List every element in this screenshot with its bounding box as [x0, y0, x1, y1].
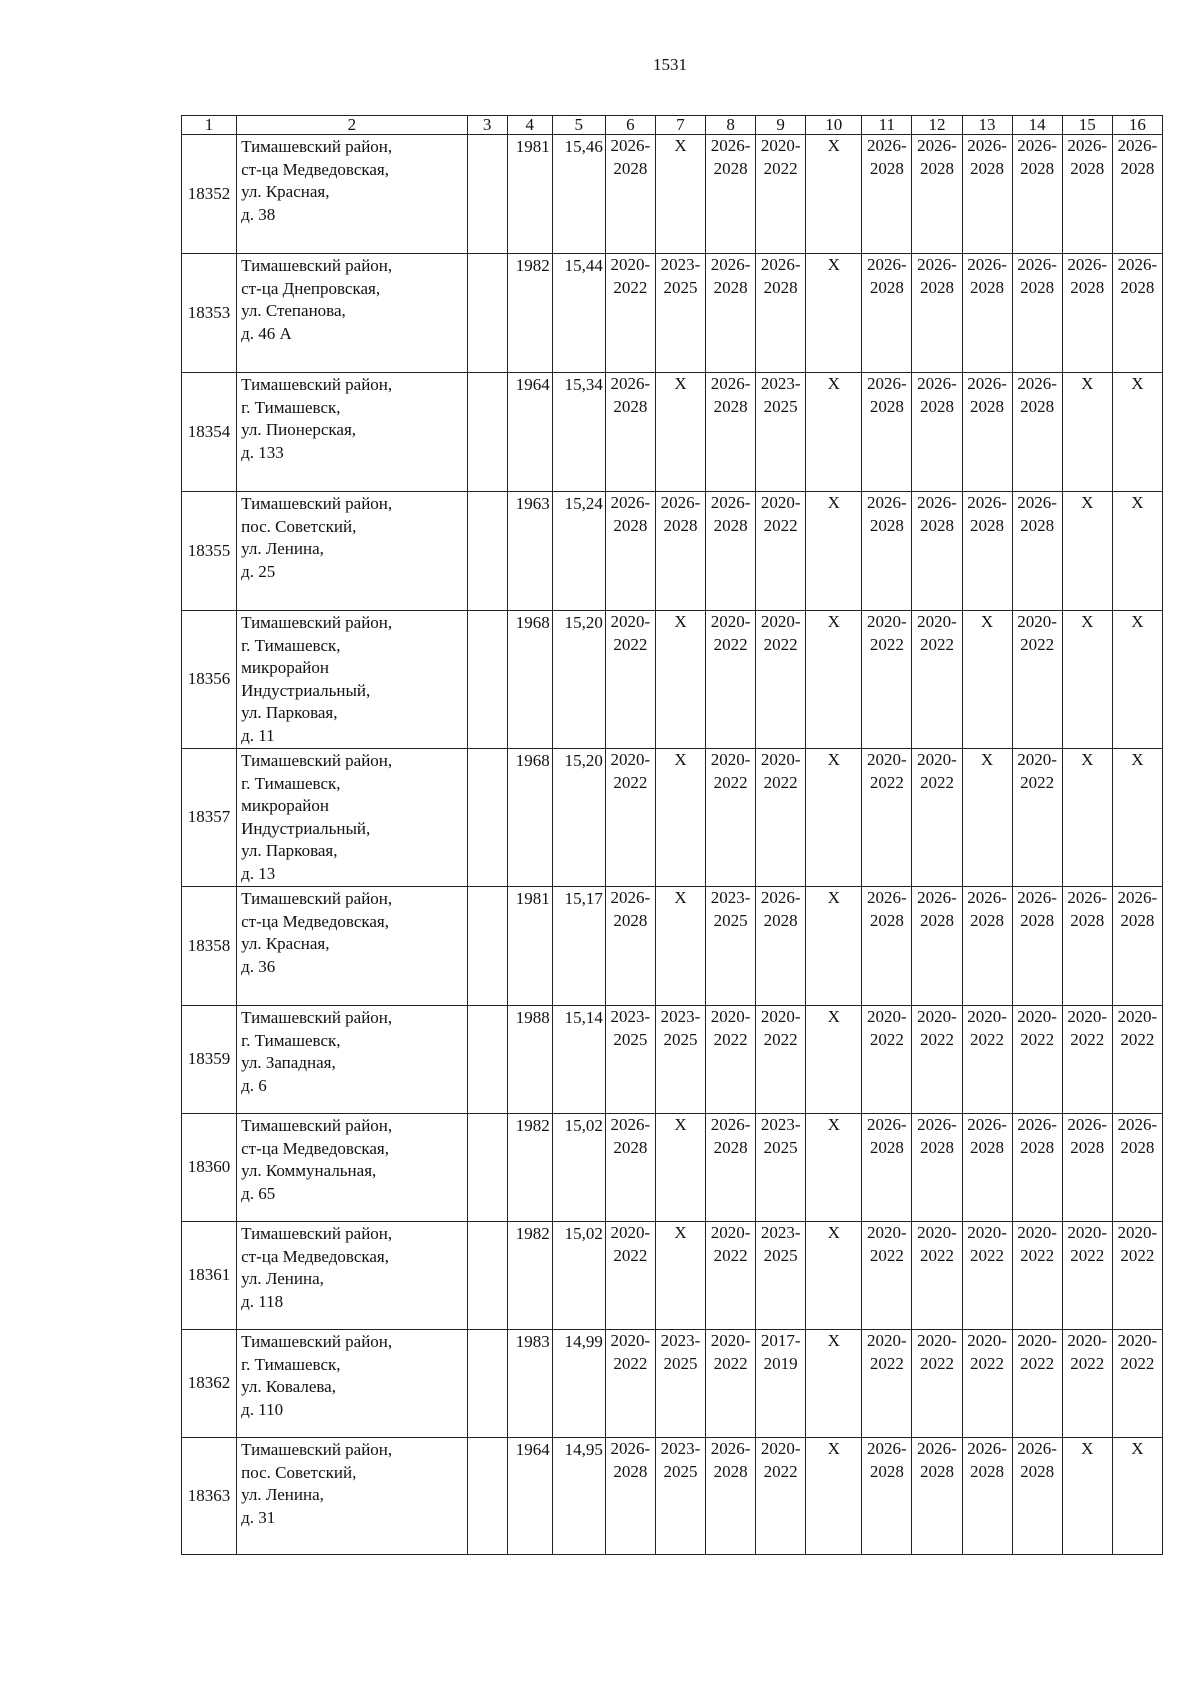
header-cell-13: 13 — [962, 116, 1012, 135]
address-cell — [237, 1006, 467, 1114]
address-line: д. 38 — [241, 204, 276, 224]
period-cell-col-11: 2026- 2028 — [862, 135, 912, 254]
period-cell-col-11: 2026- 2028 — [862, 492, 912, 611]
column-3-cell — [467, 135, 507, 254]
address-line: ст-ца Днепровская, — [241, 278, 381, 298]
address-cell — [237, 1438, 467, 1555]
period-cell-col-7: 2023- 2025 — [655, 1438, 705, 1555]
period-cell-col-11: 2020- 2022 — [862, 1330, 912, 1438]
period-cell-col-11: 2026- 2028 — [862, 373, 912, 492]
address-line: д. 133 — [241, 442, 284, 462]
table-row — [182, 373, 1163, 492]
address-line: ул. Красная, — [241, 934, 330, 953]
address-line: д. 13 — [241, 863, 276, 883]
period-cell-col-10: Х — [806, 611, 862, 749]
period-cell-col-9: 2023- 2025 — [756, 1222, 806, 1330]
period-cell-col-10: Х — [806, 749, 862, 887]
value-cell: 15,02 — [552, 1222, 605, 1330]
address-line: г. Тимашевск, — [241, 1030, 341, 1050]
period-cell-col-14: 2020- 2022 — [1012, 1006, 1062, 1114]
address-line: Тимашевский район, — [241, 751, 393, 770]
row-number: 18353 — [182, 254, 237, 373]
address-line: г. Тимашевск, — [241, 773, 341, 793]
period-cell-col-16: Х — [1112, 492, 1162, 611]
header-cell-16: 16 — [1112, 116, 1162, 135]
header-cell-12: 12 — [912, 116, 962, 135]
address-line: Тимашевский район, — [241, 256, 393, 275]
period-cell-col-12: 2020- 2022 — [912, 1222, 962, 1330]
header-cell-15: 15 — [1062, 116, 1112, 135]
period-cell-col-15: Х — [1062, 749, 1112, 887]
value-cell: 15,17 — [552, 887, 605, 1006]
address-line: Тимашевский район, — [241, 137, 393, 156]
period-cell-col-7: Х — [655, 1114, 705, 1222]
column-3-cell — [467, 492, 507, 611]
header-cell-14: 14 — [1012, 116, 1062, 135]
period-cell-col-7: 2023- 2025 — [655, 1006, 705, 1114]
header-cell-5: 5 — [552, 116, 605, 135]
period-cell-col-7: Х — [655, 611, 705, 749]
period-cell-col-6: 2020- 2022 — [605, 749, 655, 887]
column-3-cell — [467, 887, 507, 1006]
year-cell: 1964 — [507, 373, 552, 492]
period-cell-col-16: Х — [1112, 373, 1162, 492]
period-cell-col-8: 2026- 2028 — [706, 373, 756, 492]
period-cell-col-14: 2026- 2028 — [1012, 373, 1062, 492]
period-cell-col-10: Х — [806, 1438, 862, 1555]
period-cell-col-12: 2026- 2028 — [912, 135, 962, 254]
period-cell-col-8: 2020- 2022 — [706, 1330, 756, 1438]
row-number: 18362 — [182, 1330, 237, 1438]
address-line: ул. Ковалева, — [241, 1377, 336, 1396]
period-cell-col-11: 2020- 2022 — [862, 1006, 912, 1114]
address-line: г. Тимашевск, — [241, 397, 341, 417]
year-cell: 1963 — [507, 492, 552, 611]
period-cell-col-9: 2020- 2022 — [756, 492, 806, 611]
header-row — [182, 116, 1163, 135]
period-cell-col-9: 2017- 2019 — [756, 1330, 806, 1438]
column-3-cell — [467, 1114, 507, 1222]
period-cell-col-11: 2020- 2022 — [862, 611, 912, 749]
period-cell-col-15: Х — [1062, 492, 1112, 611]
value-cell: 15,02 — [552, 1114, 605, 1222]
period-cell-col-9: 2023- 2025 — [756, 373, 806, 492]
column-3-cell — [467, 1222, 507, 1330]
address-line: ул. Ленина, — [241, 1485, 324, 1504]
header-cell-7: 7 — [655, 116, 705, 135]
table-row — [182, 254, 1163, 373]
value-cell: 15,20 — [552, 749, 605, 887]
period-cell-col-15: Х — [1062, 611, 1112, 749]
table-row — [182, 887, 1163, 1006]
address-line: ул. Ленина, — [241, 1269, 324, 1288]
value-cell: 15,44 — [552, 254, 605, 373]
address-line: д. 118 — [241, 1291, 284, 1311]
period-cell-col-8: 2026- 2028 — [706, 254, 756, 373]
address-line: Тимашевский район, — [241, 1440, 393, 1459]
page-number: 1531 — [653, 55, 687, 74]
value-cell: 14,95 — [552, 1438, 605, 1555]
period-cell-col-15: 2026- 2028 — [1062, 1114, 1112, 1222]
address-line: Индустриальный, — [241, 680, 371, 700]
table-row — [182, 1438, 1163, 1555]
address-cell — [237, 1222, 467, 1330]
period-cell-col-10: Х — [806, 135, 862, 254]
address-cell — [237, 254, 467, 373]
row-number: 18356 — [182, 611, 237, 749]
period-cell-col-9: 2020- 2022 — [756, 611, 806, 749]
value-cell: 15,20 — [552, 611, 605, 749]
period-cell-col-10: Х — [806, 887, 862, 1006]
column-3-cell — [467, 1438, 507, 1555]
period-cell-col-16: 2026- 2028 — [1112, 1114, 1162, 1222]
period-cell-col-7: Х — [655, 373, 705, 492]
address-cell — [237, 887, 467, 1006]
address-line: д. 46 А — [241, 323, 292, 343]
row-number: 18360 — [182, 1114, 237, 1222]
address-line: ст-ца Медведовская, — [241, 911, 389, 931]
address-line: д. 65 — [241, 1183, 276, 1203]
row-number: 18354 — [182, 373, 237, 492]
period-cell-col-15: 2026- 2028 — [1062, 254, 1112, 373]
period-cell-col-6: 2020- 2022 — [605, 611, 655, 749]
period-cell-col-16: Х — [1112, 611, 1162, 749]
period-cell-col-15: Х — [1062, 1438, 1112, 1555]
address-line: микрорайон — [241, 658, 329, 677]
address-cell — [237, 611, 467, 749]
period-cell-col-10: Х — [806, 492, 862, 611]
address-line: д. 6 — [241, 1075, 267, 1095]
value-cell: 15,34 — [552, 373, 605, 492]
address-cell — [237, 749, 467, 887]
period-cell-col-6: 2020- 2022 — [605, 254, 655, 373]
year-cell: 1968 — [507, 749, 552, 887]
period-cell-col-10: Х — [806, 1114, 862, 1222]
address-line: Тимашевский район, — [241, 889, 393, 908]
address-line: Тимашевский район, — [241, 1332, 393, 1351]
address-line: д. 11 — [241, 725, 275, 745]
period-cell-col-7: Х — [655, 749, 705, 887]
address-line: д. 31 — [241, 1507, 276, 1527]
period-cell-col-6: 2026- 2028 — [605, 1114, 655, 1222]
data-table — [181, 115, 1163, 1555]
period-cell-col-14: 2026- 2028 — [1012, 492, 1062, 611]
period-cell-col-12: 2026- 2028 — [912, 1114, 962, 1222]
value-cell: 15,14 — [552, 1006, 605, 1114]
period-cell-col-6: 2023- 2025 — [605, 1006, 655, 1114]
address-line: Тимашевский район, — [241, 375, 393, 394]
period-cell-col-12: 2026- 2028 — [912, 254, 962, 373]
period-cell-col-13: 2026- 2028 — [962, 254, 1012, 373]
period-cell-col-13: 2026- 2028 — [962, 1438, 1012, 1555]
period-cell-col-9: 2020- 2022 — [756, 1438, 806, 1555]
period-cell-col-9: 2026- 2028 — [756, 887, 806, 1006]
address-line: Тимашевский район, — [241, 1116, 393, 1135]
period-cell-col-15: 2026- 2028 — [1062, 887, 1112, 1006]
table-row — [182, 1114, 1163, 1222]
header-cell-9: 9 — [756, 116, 806, 135]
period-cell-col-8: 2020- 2022 — [706, 1006, 756, 1114]
period-cell-col-14: 2020- 2022 — [1012, 1330, 1062, 1438]
period-cell-col-13: 2026- 2028 — [962, 1114, 1012, 1222]
period-cell-col-6: 2020- 2022 — [605, 1222, 655, 1330]
period-cell-col-10: Х — [806, 373, 862, 492]
period-cell-col-7: Х — [655, 135, 705, 254]
period-cell-col-8: 2026- 2028 — [706, 135, 756, 254]
address-line: г. Тимашевск, — [241, 1354, 341, 1374]
row-number: 18363 — [182, 1438, 237, 1555]
period-cell-col-11: 2026- 2028 — [862, 887, 912, 1006]
year-cell: 1981 — [507, 887, 552, 1006]
header-cell-8: 8 — [706, 116, 756, 135]
column-3-cell — [467, 373, 507, 492]
period-cell-col-11: 2020- 2022 — [862, 749, 912, 887]
address-line: ул. Западная, — [241, 1053, 336, 1072]
period-cell-col-11: 2020- 2022 — [862, 1222, 912, 1330]
address-line: г. Тимашевск, — [241, 635, 341, 655]
year-cell: 1983 — [507, 1330, 552, 1438]
period-cell-col-11: 2026- 2028 — [862, 1438, 912, 1555]
column-3-cell — [467, 1006, 507, 1114]
period-cell-col-14: 2026- 2028 — [1012, 887, 1062, 1006]
header-cell-2: 2 — [237, 116, 467, 135]
period-cell-col-13: 2020- 2022 — [962, 1222, 1012, 1330]
period-cell-col-11: 2026- 2028 — [862, 1114, 912, 1222]
period-cell-col-6: 2026- 2028 — [605, 1438, 655, 1555]
period-cell-col-8: 2020- 2022 — [706, 1222, 756, 1330]
address-line: Тимашевский район, — [241, 613, 393, 632]
period-cell-col-13: Х — [962, 749, 1012, 887]
period-cell-col-13: 2020- 2022 — [962, 1006, 1012, 1114]
period-cell-col-15: 2020- 2022 — [1062, 1222, 1112, 1330]
header-cell-3: 3 — [467, 116, 507, 135]
period-cell-col-13: Х — [962, 611, 1012, 749]
header-cell-6: 6 — [605, 116, 655, 135]
period-cell-col-9: 2020- 2022 — [756, 135, 806, 254]
value-cell: 14,99 — [552, 1330, 605, 1438]
table-row — [182, 492, 1163, 611]
period-cell-col-9: 2023- 2025 — [756, 1114, 806, 1222]
period-cell-col-12: 2020- 2022 — [912, 749, 962, 887]
row-number: 18352 — [182, 135, 237, 254]
period-cell-col-12: 2026- 2028 — [912, 1438, 962, 1555]
period-cell-col-15: 2026- 2028 — [1062, 135, 1112, 254]
address-line: Тимашевский район, — [241, 1008, 393, 1027]
period-cell-col-16: Х — [1112, 1438, 1162, 1555]
address-line: д. 36 — [241, 956, 276, 976]
header-cell-1: 1 — [182, 116, 237, 135]
address-line: Тимашевский район, — [241, 1224, 393, 1243]
year-cell: 1964 — [507, 1438, 552, 1555]
period-cell-col-13: 2026- 2028 — [962, 373, 1012, 492]
period-cell-col-7: 2023- 2025 — [655, 254, 705, 373]
period-cell-col-14: 2020- 2022 — [1012, 749, 1062, 887]
period-cell-col-9: 2020- 2022 — [756, 1006, 806, 1114]
period-cell-col-14: 2026- 2028 — [1012, 135, 1062, 254]
period-cell-col-7: Х — [655, 887, 705, 1006]
period-cell-col-13: 2026- 2028 — [962, 135, 1012, 254]
period-cell-col-6: 2026- 2028 — [605, 887, 655, 1006]
address-line: ул. Коммунальная, — [241, 1161, 377, 1180]
period-cell-col-7: 2026- 2028 — [655, 492, 705, 611]
address-cell — [237, 373, 467, 492]
period-cell-col-16: 2026- 2028 — [1112, 887, 1162, 1006]
year-cell: 1982 — [507, 1222, 552, 1330]
address-line: д. 25 — [241, 561, 276, 581]
address-line: ул. Степанова, — [241, 301, 346, 320]
address-line: ул. Пионерская, — [241, 420, 357, 439]
row-number: 18359 — [182, 1006, 237, 1114]
period-cell-col-16: 2026- 2028 — [1112, 135, 1162, 254]
address-line: микрорайон — [241, 796, 329, 815]
address-cell — [237, 1330, 467, 1438]
period-cell-col-9: 2020- 2022 — [756, 749, 806, 887]
period-cell-col-10: Х — [806, 254, 862, 373]
year-cell: 1988 — [507, 1006, 552, 1114]
year-cell: 1982 — [507, 1114, 552, 1222]
period-cell-col-13: 2026- 2028 — [962, 492, 1012, 611]
period-cell-col-12: 2020- 2022 — [912, 1006, 962, 1114]
period-cell-col-16: 2020- 2022 — [1112, 1222, 1162, 1330]
period-cell-col-15: 2020- 2022 — [1062, 1330, 1112, 1438]
period-cell-col-16: Х — [1112, 749, 1162, 887]
address-cell — [237, 135, 467, 254]
period-cell-col-14: 2020- 2022 — [1012, 611, 1062, 749]
row-number: 18361 — [182, 1222, 237, 1330]
period-cell-col-14: 2026- 2028 — [1012, 254, 1062, 373]
column-3-cell — [467, 749, 507, 887]
header-cell-11: 11 — [862, 116, 912, 135]
table-row — [182, 611, 1163, 749]
period-cell-col-6: 2026- 2028 — [605, 492, 655, 611]
period-cell-col-12: 2026- 2028 — [912, 373, 962, 492]
address-line: ул. Парковая, — [241, 841, 338, 860]
period-cell-col-10: Х — [806, 1006, 862, 1114]
table-body — [182, 116, 1163, 1555]
table-row — [182, 749, 1163, 887]
period-cell-col-8: 2020- 2022 — [706, 749, 756, 887]
period-cell-col-8: 2020- 2022 — [706, 611, 756, 749]
address-line: ул. Ленина, — [241, 539, 324, 558]
column-3-cell — [467, 611, 507, 749]
column-3-cell — [467, 254, 507, 373]
header-cell-4: 4 — [507, 116, 552, 135]
table-row — [182, 135, 1163, 254]
period-cell-col-9: 2026- 2028 — [756, 254, 806, 373]
period-cell-col-6: 2020- 2022 — [605, 1330, 655, 1438]
address-line: ст-ца Медведовская, — [241, 1246, 389, 1266]
value-cell: 15,24 — [552, 492, 605, 611]
header-cell-10: 10 — [806, 116, 862, 135]
address-line: Индустриальный, — [241, 818, 371, 838]
value-cell: 15,46 — [552, 135, 605, 254]
year-cell: 1981 — [507, 135, 552, 254]
period-cell-col-8: 2026- 2028 — [706, 1438, 756, 1555]
period-cell-col-11: 2026- 2028 — [862, 254, 912, 373]
period-cell-col-13: 2026- 2028 — [962, 887, 1012, 1006]
address-line: пос. Советский, — [241, 1462, 357, 1482]
period-cell-col-8: 2026- 2028 — [706, 1114, 756, 1222]
period-cell-col-8: 2023- 2025 — [706, 887, 756, 1006]
year-cell: 1982 — [507, 254, 552, 373]
period-cell-col-12: 2026- 2028 — [912, 887, 962, 1006]
address-line: ст-ца Медведовская, — [241, 159, 389, 179]
address-line: д. 110 — [241, 1399, 284, 1419]
period-cell-col-6: 2026- 2028 — [605, 135, 655, 254]
period-cell-col-12: 2026- 2028 — [912, 492, 962, 611]
period-cell-col-15: 2020- 2022 — [1062, 1006, 1112, 1114]
period-cell-col-12: 2020- 2022 — [912, 611, 962, 749]
period-cell-col-13: 2020- 2022 — [962, 1330, 1012, 1438]
period-cell-col-16: 2020- 2022 — [1112, 1006, 1162, 1114]
period-cell-col-14: 2026- 2028 — [1012, 1114, 1062, 1222]
period-cell-col-16: 2020- 2022 — [1112, 1330, 1162, 1438]
row-number: 18355 — [182, 492, 237, 611]
table-row — [182, 1222, 1163, 1330]
period-cell-col-6: 2026- 2028 — [605, 373, 655, 492]
period-cell-col-14: 2020- 2022 — [1012, 1222, 1062, 1330]
address-line: ул. Красная, — [241, 182, 330, 201]
period-cell-col-8: 2026- 2028 — [706, 492, 756, 611]
period-cell-col-12: 2020- 2022 — [912, 1330, 962, 1438]
table-row — [182, 1330, 1163, 1438]
row-number: 18358 — [182, 887, 237, 1006]
address-line: ул. Парковая, — [241, 703, 338, 722]
period-cell-col-10: Х — [806, 1330, 862, 1438]
address-line: Тимашевский район, — [241, 494, 393, 513]
period-cell-col-7: 2023- 2025 — [655, 1330, 705, 1438]
address-line: ст-ца Медведовская, — [241, 1138, 389, 1158]
column-3-cell — [467, 1330, 507, 1438]
address-cell — [237, 1114, 467, 1222]
table-row — [182, 1006, 1163, 1114]
period-cell-col-15: Х — [1062, 373, 1112, 492]
period-cell-col-16: 2026- 2028 — [1112, 254, 1162, 373]
row-number: 18357 — [182, 749, 237, 887]
period-cell-col-14: 2026- 2028 — [1012, 1438, 1062, 1555]
period-cell-col-10: Х — [806, 1222, 862, 1330]
address-line: пос. Советский, — [241, 516, 357, 536]
address-cell — [237, 492, 467, 611]
year-cell: 1968 — [507, 611, 552, 749]
period-cell-col-7: Х — [655, 1222, 705, 1330]
